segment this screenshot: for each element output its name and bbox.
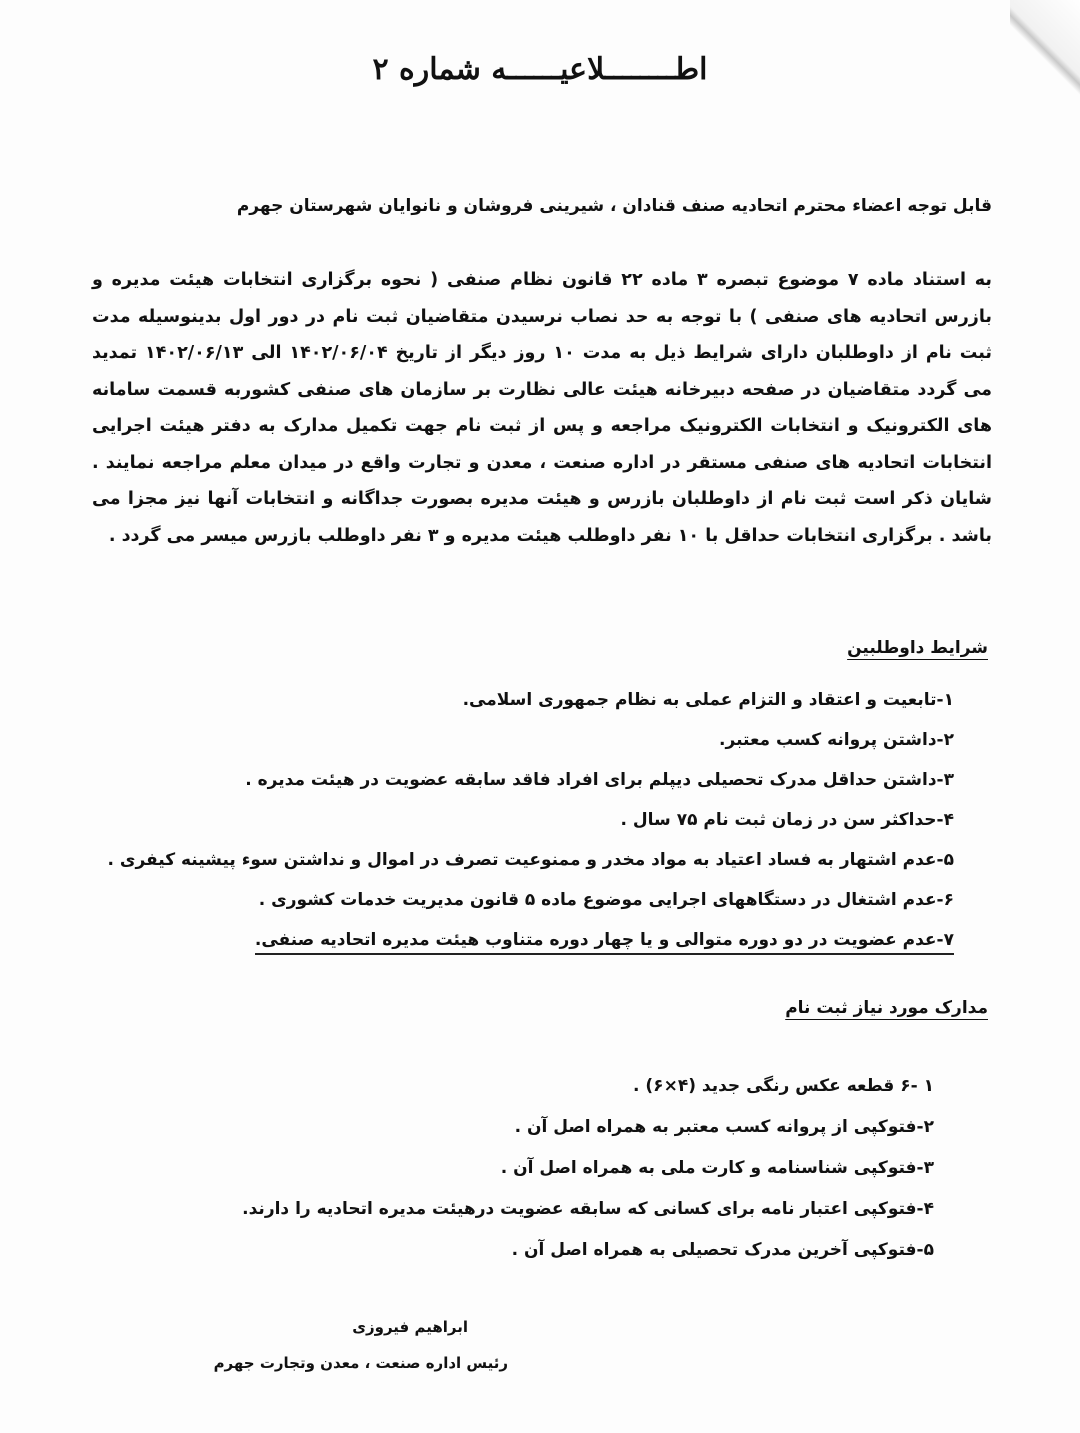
list-item: ۳-فتوکپی شناسنامه و کارت ملی به همراه اصل آن . <box>500 1158 934 1178</box>
signatory-name: ابراهیم فیروزی <box>352 1318 468 1336</box>
list-item: ۲-داشتن پروانه کسب معتبر. <box>719 730 954 750</box>
signatory-position: رئیس اداره صنعت ، معدن وتجارت جهرم <box>213 1354 508 1372</box>
list-item: ۶-عدم اشتغال در دستگاههای اجرایی موضوع ماده ۵ قانون مدیریت خدمات کشوری . <box>258 890 954 910</box>
list-item: ۵-عدم اشتهار به فساد اعتیاد به مواد مخدر و ممنوعیت تصرف در اموال و نداشتن سوء پیشینه کیفری . <box>107 850 954 870</box>
conditions-heading: شرایط داوطلبین <box>847 638 988 658</box>
conditions-list <box>107 680 954 960</box>
list-item: ۱ -۶ قطعه عکس رنگی جدید (۴×۶) . <box>633 1076 934 1096</box>
list-item: ۵-فتوکپی آخرین مدرک تحصیلی به همراه اصل آن . <box>511 1240 934 1260</box>
list-item: ۴-حداکثر سن در زمان ثبت نام ۷۵ سال . <box>620 810 954 830</box>
list-item: ۳-داشتن حداقل مدرک تحصیلی دیپلم برای افراد فاقد سابقه عضویت در هیئت مدیره . <box>245 770 954 790</box>
documents-list <box>242 1066 934 1271</box>
list-item: ۷-عدم عضویت در دو دوره متوالی و یا چهار دوره متناوب هیئت مدیره اتحادیه صنفی. <box>107 920 954 960</box>
signature-block <box>208 1318 508 1372</box>
list-item: ۴-فتوکپی اعتبار نامه برای کسانی که سابقه عضویت درهیئت مدیره اتحادیه را دارند. <box>242 1199 934 1219</box>
announcement-title: اطــــــــلاعیــــــه شماره ۲ <box>372 52 708 87</box>
list-item: ۲-فتوکپی از پروانه کسب معتبر به همراه اصل آن . <box>514 1117 934 1137</box>
documents-heading: مدارک مورد نیاز ثبت نام <box>785 998 988 1018</box>
body-paragraph: به استناد ماده ۷ موضوع تبصره ۳ ماده ۲۲ قانون نظام صنفی ( نحوه برگزاری انتخابات هیئت مدیره و بازرس اتحادیه های صنفی ) با توجه به حد نصاب نرسیدن متقاضیان ثبت نام در دور اول بدینوسیله مدت ثبت نام از داوطلبان دارای شرایط ذیل به مدت ۱۰ روز دیگر از تاریخ ۱۴۰۲/۰۶/۰۴ الی ۱۴۰۲/۰۶/۱۳ تمدید می گردد متقاضیان در صفحه دبیرخانه هیئت عالی نظارت بر سازمان های صنفی کشوربه قسمت سامانه های الکترونیک و انتخابات الکترونیک مراجعه و پس از ثبت نام جهت تکمیل مدارک به دفتر هیئت اجرایی انتخابات اتحادیه های صنفی مستقر در اداره صنعت ، معدن و تجارت واقع در میدان معلم مراجعه نمایند . شایان ذکر است ثبت نام از داوطلبان بازرس و هیئت مدیره بصورت جداگانه و انتخابات آنها نیز مجزا می باشد . برگزاری انتخابات حداقل با ۱۰ نفر داوطلب هیئت مدیره و ۳ نفر داوطلب بازرس میسر می گردد . <box>92 270 992 546</box>
list-item: ۱-تابعیت و اعتقاد و التزام عملی به نظام جمهوری اسلامی. <box>462 690 954 710</box>
address-line: قابل توجه اعضاء محترم اتحادیه صنف قنادان ، شیرینی فروشان و نانوایان شهرستان جهرم <box>236 196 992 216</box>
